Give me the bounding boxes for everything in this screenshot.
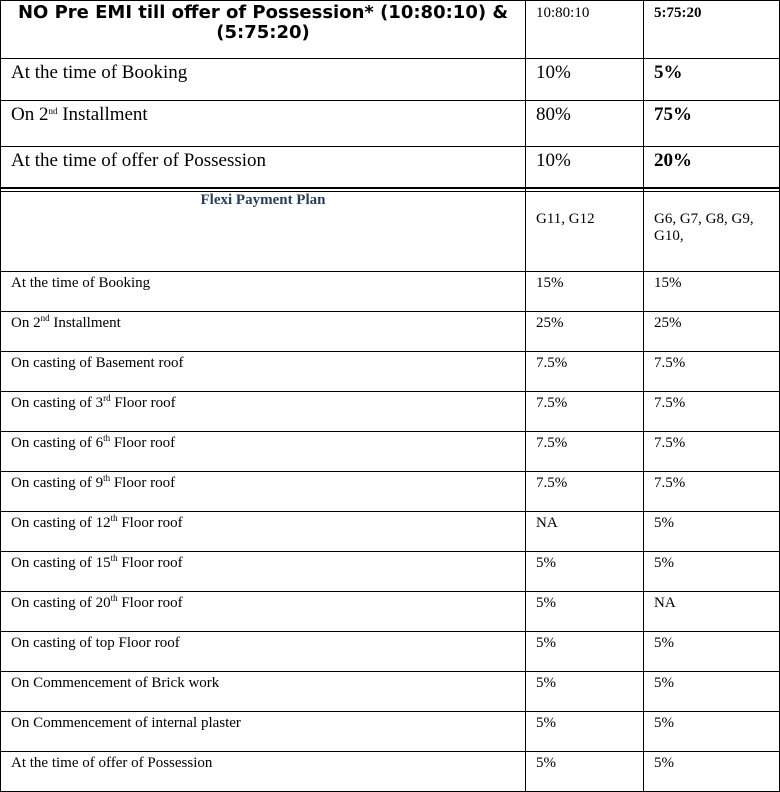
column-header-5-75-20: 5:75:20 [644,1,780,59]
table-row [1,592,780,632]
table-row [1,101,780,147]
no-pre-emi-plan-table [0,0,780,192]
flexi-payment-plan-table [0,187,780,792]
value-cell-a: 7.5% [526,352,644,392]
column-header-g6-g10: G6, G7, G8, G9, G10, [644,188,780,272]
table-row [1,672,780,712]
value-cell-b: 25% [644,312,780,352]
value-cell-a: 5% [526,592,644,632]
stage-cell: On 2nd Installment [1,312,526,352]
stage-cell: On Commencement of Brick work [1,672,526,712]
value-cell-a: 10% [526,147,644,192]
value-cell-a: NA [526,512,644,552]
value-cell-b: 5% [644,752,780,792]
column-header-g11-g12: G11, G12 [526,188,644,272]
value-cell-a: 25% [526,312,644,352]
value-cell-a: 5% [526,712,644,752]
value-cell-b: NA [644,592,780,632]
value-cell-a: 5% [526,632,644,672]
value-cell-b: 5% [644,552,780,592]
stage-cell: On casting of 9th Floor roof [1,472,526,512]
value-cell-a: 7.5% [526,472,644,512]
value-cell-b: 15% [644,272,780,312]
stage-cell: On casting of 3rd Floor roof [1,392,526,432]
value-cell-b: 7.5% [644,432,780,472]
value-cell-a: 7.5% [526,392,644,432]
plan-title: NO Pre EMI till offer of Possession* (10:80:10) & (5:75:20) [1,1,526,59]
table-row [1,272,780,312]
value-cell-b: 20% [644,147,780,192]
value-cell-b: 5% [644,512,780,552]
stage-cell: On casting of 20th Floor roof [1,592,526,632]
stage-cell: On casting of 6th Floor roof [1,432,526,472]
plan-title: Flexi Payment Plan [1,188,526,272]
value-cell-a: 5% [526,752,644,792]
value-cell-b: 7.5% [644,352,780,392]
table-header-row [1,188,780,272]
stage-cell: On 2nd Installment [1,101,526,147]
value-cell-b: 5% [644,712,780,752]
table-row [1,632,780,672]
value-cell-b: 5% [644,59,780,101]
value-cell-a: 5% [526,552,644,592]
value-cell-b: 7.5% [644,472,780,512]
table-row [1,312,780,352]
value-cell-b: 75% [644,101,780,147]
stage-cell: On casting of Basement roof [1,352,526,392]
table-row [1,352,780,392]
table-header-row [1,1,780,59]
table-row [1,752,780,792]
stage-cell: On Commencement of internal plaster [1,712,526,752]
value-cell-a: 10% [526,59,644,101]
stage-cell: On casting of 15th Floor roof [1,552,526,592]
value-cell-a: 7.5% [526,432,644,472]
table-row [1,472,780,512]
stage-cell: At the time of Booking [1,272,526,312]
value-cell-a: 80% [526,101,644,147]
column-header-10-80-10: 10:80:10 [526,1,644,59]
table-row [1,392,780,432]
value-cell-a: 5% [526,672,644,712]
stage-cell: At the time of offer of Possession [1,147,526,192]
table-row [1,712,780,752]
value-cell-b: 5% [644,672,780,712]
value-cell-b: 7.5% [644,392,780,432]
table-row [1,432,780,472]
stage-cell: On casting of top Floor roof [1,632,526,672]
value-cell-b: 5% [644,632,780,672]
value-cell-a: 15% [526,272,644,312]
table-row [1,147,780,192]
stage-cell: At the time of offer of Possession [1,752,526,792]
stage-cell: At the time of Booking [1,59,526,101]
table-row [1,59,780,101]
stage-cell: On casting of 12th Floor roof [1,512,526,552]
table-row [1,552,780,592]
table-row [1,512,780,552]
